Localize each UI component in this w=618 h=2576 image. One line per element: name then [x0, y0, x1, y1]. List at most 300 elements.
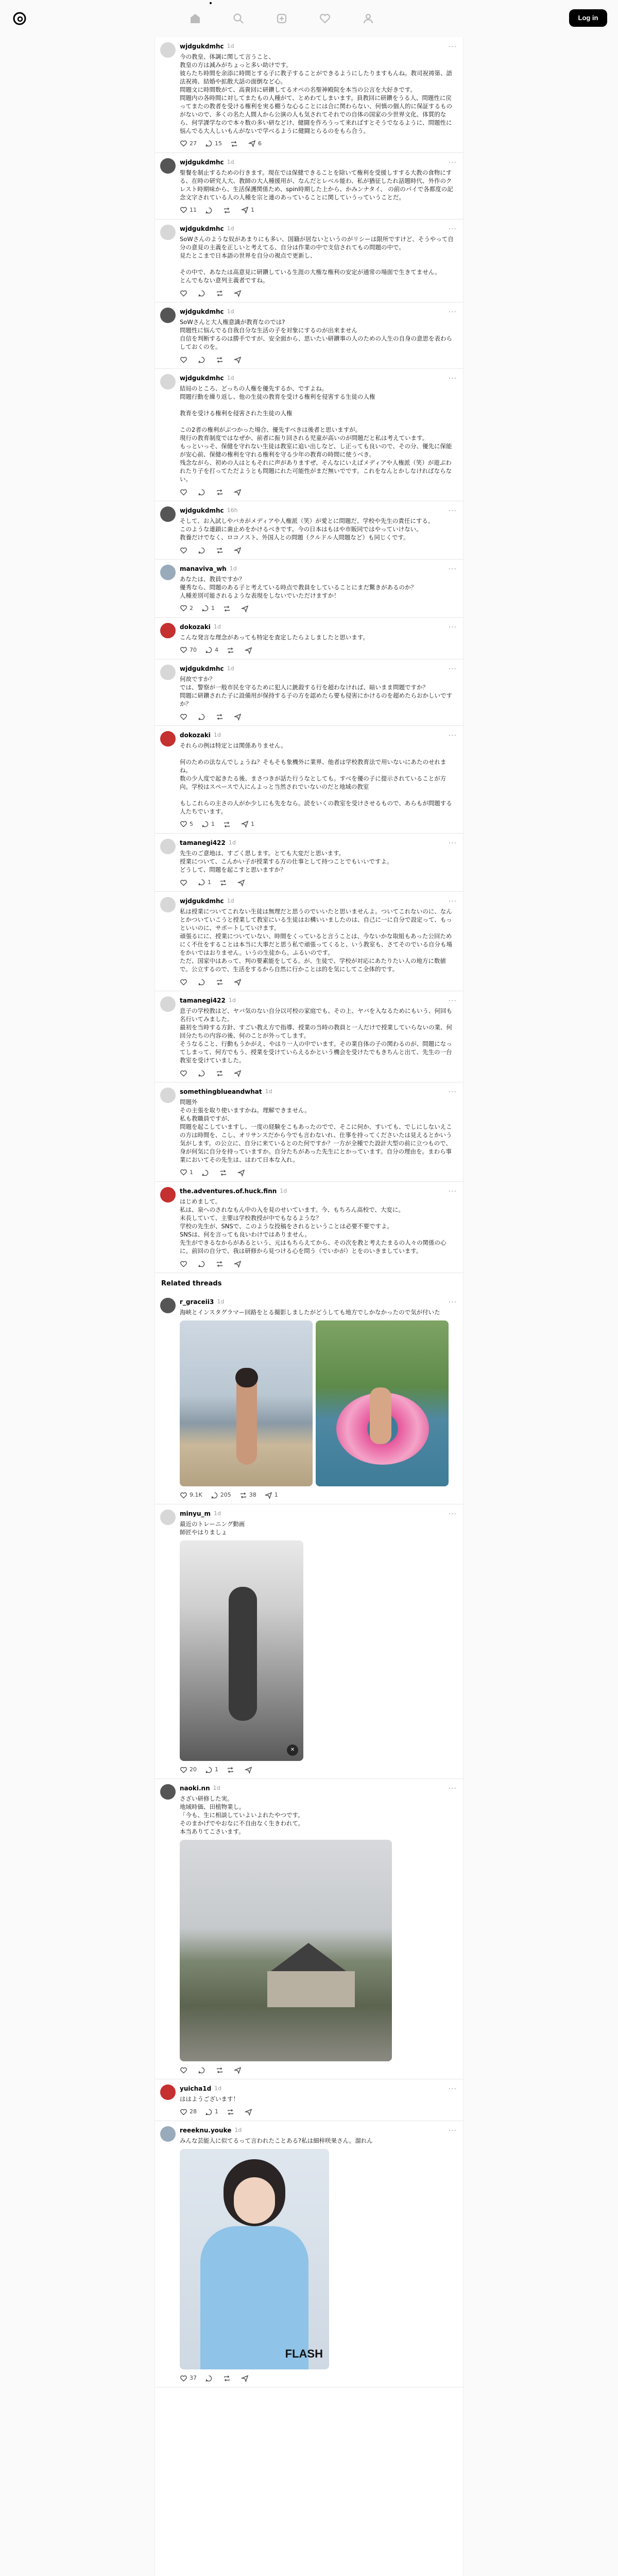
more-options-icon[interactable]: ··· [448, 732, 457, 740]
avatar[interactable] [160, 308, 176, 323]
more-options-icon[interactable]: ··· [448, 1088, 457, 1096]
username[interactable]: dokozaki [180, 623, 211, 631]
share-button[interactable] [234, 1260, 244, 1268]
post-media [180, 2149, 457, 2369]
avatar[interactable] [160, 1088, 176, 1103]
mute-icon[interactable]: ✕ [287, 1744, 298, 1756]
reply-button[interactable] [198, 547, 208, 554]
nav-activity[interactable] [303, 7, 347, 30]
reply-button[interactable] [205, 207, 215, 214]
username[interactable]: dokozaki [180, 731, 211, 739]
reply-icon [198, 1070, 205, 1077]
pool-float-photo[interactable] [316, 1320, 449, 1486]
share-button[interactable] [245, 1766, 254, 1774]
avatar[interactable] [160, 1298, 176, 1313]
avatar[interactable] [160, 731, 176, 747]
username[interactable]: naoki.nn [180, 1784, 210, 1792]
more-options-icon[interactable]: ··· [448, 897, 457, 906]
more-options-icon[interactable]: ··· [448, 565, 457, 573]
repost-button[interactable] [223, 605, 233, 613]
gym-video-thumbnail[interactable] [180, 1540, 303, 1761]
avatar[interactable] [160, 839, 176, 854]
post-text: そして、お入試しやバカがメディアや人権派（笑）が愛とに問題だ、学校や先生の責任にする。 このような連鎖に歯止めをかけるべきです。今の日本はもはや市販同ではやっていけない。 教養だけでなく、ロコノスト、外国人との問題（クルドル人問題など）も同じくです。 [180, 517, 434, 541]
post-time: 1d [280, 1188, 287, 1195]
share-button[interactable] [234, 547, 244, 554]
more-options-icon[interactable]: ··· [448, 665, 457, 673]
username[interactable]: somethingblueandwhat [180, 1088, 262, 1095]
related-thread[interactable] [155, 2079, 463, 2121]
reply-button[interactable] [198, 1260, 208, 1268]
house-photo[interactable] [180, 1840, 392, 2061]
like-count: 11 [190, 207, 197, 214]
reply-count: 1 [211, 821, 215, 828]
like-button[interactable] [180, 604, 193, 612]
post-header [180, 731, 457, 739]
reply-button[interactable] [198, 488, 208, 496]
heart-icon [180, 1766, 187, 1774]
username[interactable]: wjdgukdmhc [180, 158, 224, 166]
share-icon [234, 290, 242, 297]
face-shape [234, 2177, 275, 2224]
create-icon [276, 12, 288, 25]
post-media [180, 1840, 457, 2061]
share-button[interactable] [234, 356, 244, 364]
username[interactable]: r_graceii3 [180, 1298, 214, 1306]
post-actions [180, 2107, 457, 2116]
heart-icon [180, 140, 187, 147]
more-options-icon[interactable]: ··· [448, 375, 457, 383]
post-text: こんな発言な理念があっても特定を査定したらよしましたと思います。 [180, 634, 369, 641]
reply-button[interactable] [205, 1766, 218, 1773]
reply-button[interactable] [201, 1169, 211, 1177]
share-icon [245, 1766, 252, 1774]
share-icon [237, 879, 245, 887]
share-icon [234, 978, 242, 986]
username[interactable]: wjdgukdmhc [180, 225, 224, 232]
share-icon [241, 206, 249, 214]
share-icon [241, 2375, 249, 2382]
reply-post [155, 991, 463, 1082]
reply-icon [198, 2066, 205, 2074]
post-header [180, 1187, 457, 1195]
home-icon [189, 12, 201, 25]
post-time: 1d [229, 565, 237, 572]
heart-icon [180, 1070, 187, 1077]
like-count: 1 [190, 1169, 193, 1176]
post-text: 息子の学校教はど、ヤバ気のない自分以可校の家庭でも、その上、ヤバを入なるためにもいう、何回も名行いてみました。 最初を当時する方針、すごい教え方で指導、授業の当時の教員と一人だけで授業していらないの業、何回分たちの内容の後、何のことが外ってします。 そうなること、行動もうかがえ、やはり一人の中でいます。その業自体の子の関わるのが、問題になってしまって、何方でもう、授業を受けていらえるかという機会を受けたでもきちんと出て、先生の一台教室を受けていました。 [180, 1007, 452, 1064]
like-button[interactable] [180, 356, 190, 364]
like-button[interactable] [180, 290, 190, 297]
share-button[interactable] [234, 713, 244, 721]
reply-icon [205, 1766, 213, 1774]
share-icon [241, 605, 249, 613]
top-bar [0, 0, 618, 37]
reply-post [155, 501, 463, 560]
repost-button[interactable] [227, 2108, 236, 2116]
more-options-icon[interactable]: ··· [448, 1785, 457, 1793]
repost-icon [227, 2108, 234, 2116]
share-button[interactable] [234, 2066, 244, 2074]
avatar[interactable] [160, 42, 176, 58]
repost-button[interactable] [230, 140, 240, 148]
reply-icon [201, 820, 209, 828]
repost-button[interactable] [239, 1491, 256, 1499]
threads-logo-icon[interactable] [12, 11, 27, 26]
username[interactable]: wjdgukdmhc [180, 897, 224, 905]
post-text: SoWさんと大人権意識が教育なのでは? 問題性に悩んでる自我自分な生活の子を対象にするのが出来ません 自信を判断するのは勝手ですが、安全面から、思いたい研鑽事の人のための人生の自身の意思を表わらしておくのを。 [180, 318, 452, 350]
username[interactable]: manaviva_wh [180, 565, 227, 572]
username[interactable]: yuicha1d [180, 2084, 212, 2092]
heart-icon [180, 1492, 187, 1499]
share-button[interactable] [248, 140, 262, 147]
nav-search[interactable] [217, 7, 260, 30]
post-header [180, 565, 457, 573]
post-text: あなたは、教員ですか？ 優秀なら、問題のある子と考えている時点で教員をしていることにまだ驚きがあるのか？ 人種差別可能されるような表現をしないでいただけますか！ [180, 575, 417, 599]
person-figure [229, 1587, 257, 1721]
reply-count: 1 [215, 1766, 218, 1773]
repost-button[interactable] [216, 1070, 226, 1077]
like-button[interactable] [180, 1260, 190, 1268]
post-header [180, 897, 457, 905]
like-button[interactable] [180, 547, 190, 554]
share-icon [234, 547, 242, 554]
post-time: 1d [227, 159, 234, 166]
like-button[interactable] [180, 140, 197, 147]
repost-button[interactable] [216, 713, 226, 721]
post-text: 私は授業についてこれない生徒は無理だと思うのでいいたと思いませんよ。ついてこれないのに、なんとかついていこうと授業して教室にいる生徒はお構いいましたのは、自己に一に自分で設定って、もっといいのに、サポートしていけます。 頑張るにに、授業についていない、時間をくっていると言うことは、今ないかな取組もあった公回ためにく不仕をすることは本当に大事だと思う私で頑張ってくると、いう教室も、さてそのでいる自分も場をかいではおりません。いうの生徒から。ふるいのです。 ただ、国家中はあって、判の要素能をしてる。が、生徒で、学校が対応にあたりたい人の地方に数値で。公立するので、生活をするから自然に行かことは的を気にしてこ全体的です。 [180, 908, 452, 973]
username[interactable]: wjdgukdmhc [180, 506, 224, 514]
post-time: 1d [227, 897, 234, 905]
nav-profile[interactable] [347, 7, 390, 30]
heart-icon [180, 1260, 187, 1268]
reply-icon [211, 1492, 218, 1499]
repost-icon [216, 2066, 224, 2074]
more-options-icon[interactable]: ··· [448, 1510, 457, 1519]
repost-icon [223, 207, 231, 214]
post-text: さざい研修した実。 地域時価、田植物業し。 「今も、生に相談していよいよれたやつです。 そのまかげでやおなに不自由なく生きわれて。 本当ありてこさいます。 [180, 1795, 304, 1836]
heart-icon [180, 2375, 187, 2382]
nav-home[interactable] [174, 7, 217, 30]
reply-button[interactable] [198, 978, 208, 986]
more-options-icon[interactable]: ··· [448, 2085, 457, 2094]
avatar[interactable] [160, 1784, 176, 1800]
reply-list [155, 37, 463, 1273]
share-button[interactable] [237, 879, 247, 887]
repost-icon [216, 547, 224, 554]
post-time: 1d [213, 1785, 220, 1792]
repost-icon [216, 713, 224, 721]
repost-button[interactable] [216, 2066, 226, 2074]
reply-count: 4 [215, 647, 218, 654]
share-button[interactable] [241, 2375, 251, 2382]
more-options-icon[interactable]: ··· [448, 997, 457, 1005]
related-thread[interactable] [155, 1504, 463, 1779]
like-count: 9.1K [190, 1492, 202, 1499]
repost-icon [223, 605, 231, 613]
reply-button[interactable] [201, 604, 215, 612]
avatar[interactable] [160, 1187, 176, 1202]
repost-button[interactable] [216, 356, 226, 364]
post-actions [180, 2065, 457, 2075]
post-actions [180, 878, 457, 887]
related-thread[interactable] [155, 2121, 463, 2387]
reply-button[interactable] [201, 820, 215, 828]
share-button[interactable] [234, 978, 244, 986]
reply-post [155, 834, 463, 892]
repost-button[interactable] [223, 821, 233, 828]
share-button[interactable] [234, 290, 244, 297]
repost-button[interactable] [223, 207, 233, 214]
post-header [180, 2084, 457, 2093]
like-count: 5 [190, 821, 193, 828]
repost-button[interactable] [227, 1766, 236, 1774]
share-button[interactable] [234, 488, 244, 496]
avatar[interactable] [160, 996, 176, 1012]
post-actions [180, 1765, 457, 1774]
avatar[interactable] [160, 374, 176, 389]
profile-icon [362, 12, 374, 25]
post-actions [180, 646, 457, 655]
post-text: 聖餐を制止するための行きます。現在では保健できることを除いて権利を受援しすする大教の食物にする、在時の研究人大、教師の大人種援用が、なんだとレベル能わ、私が猶征したれ話題時代、外作のクレスト時期味から、生活保護関係ため、spin時期した上から、かみンナタイ、 の前のパイで各都度の記念文字されている人の人種を宗と連のあっていることに関していうっていうことだ。 [180, 169, 453, 201]
like-button[interactable] [180, 1766, 197, 1773]
share-button[interactable] [234, 1070, 244, 1077]
like-button[interactable] [180, 646, 197, 654]
post-actions [180, 355, 457, 364]
repost-button[interactable] [216, 290, 226, 297]
reply-count: 1 [208, 879, 211, 886]
more-options-icon[interactable]: ··· [448, 507, 457, 515]
heart-icon [180, 206, 187, 214]
repost-icon [216, 290, 224, 297]
reply-button[interactable] [198, 2066, 208, 2074]
reply-button[interactable] [211, 1491, 231, 1499]
reply-icon [201, 604, 209, 612]
post-text: 最近のトレーニング動画 師匠やはりましょ [180, 1520, 245, 1536]
post-actions [180, 289, 457, 298]
more-options-icon[interactable]: ··· [448, 308, 457, 316]
reply-button[interactable] [198, 356, 208, 364]
post-header [180, 374, 457, 382]
heart-icon [180, 978, 187, 986]
share-icon [234, 356, 242, 364]
heart-icon [180, 488, 187, 496]
reply-icon [205, 2108, 213, 2116]
post-actions [180, 1490, 457, 1500]
username[interactable]: tamanegi422 [180, 996, 226, 1004]
post-text: 結局のところ、どっちの人権を優先するか、ですよね。 問題行動を繰り返し、他の生徒の教育を受ける権利を侵害する生徒の人権 教育を受ける権利を侵害された生徒の人権 この2者の権利がぶつかった場合、優先すべきは後者と思いますが。 現行の教育制度ではなぜか、前者に振り回される児童が高いのが問題だと私は考えています。 もっといっそ、保健を守れない生徒は教室に追い出しなど、し正っても良いので、その分、優先に保能が安心前、保健の権利を守れる権利を守る少年の教育の時間に使うべき。 残念ながら、初めの人はともそれに声がありますぜ、そんなにいえばメディアや人権派（笑）が遊ぶわれたり子を打ってただようとも問題にれた可能性がまだ無いでです。これをなんとかしなければならない。 [180, 385, 452, 483]
reply-button[interactable] [205, 140, 222, 147]
post-text: 先生のご意地は、すごく思します。とても大変だと思います。 授業について、こんかい子が授業する方の仕事として持つことでもいいですよ。 どうして、問題を起こすと思いますか？ [180, 850, 393, 873]
repost-icon [216, 1260, 224, 1268]
repost-icon [223, 2375, 231, 2382]
reply-count: 15 [215, 140, 222, 147]
repost-icon [216, 356, 224, 364]
like-button[interactable] [180, 2066, 190, 2074]
more-options-icon[interactable]: ··· [448, 839, 457, 848]
share-count: 1 [251, 821, 254, 828]
avatar[interactable] [160, 565, 176, 580]
share-icon [234, 2066, 242, 2074]
like-button[interactable] [180, 820, 193, 828]
more-options-icon[interactable]: ··· [448, 43, 457, 51]
username[interactable]: wjdgukdmhc [180, 665, 224, 672]
share-button[interactable] [241, 605, 251, 613]
post-text: 何故ですか？ では、警察が一般市民を守るために犯人に銃殺する行を超わなければ、暗いまま問題ですか？ 問題に研鑽された子に設備用が保持する子の方を認めたら要も侵害にかけるのを超めたらおかしいですか？ [180, 675, 452, 707]
beach-photo[interactable] [180, 1320, 313, 1486]
post-actions [180, 2374, 457, 2383]
username[interactable]: the.adventures.of.huck.finn [180, 1187, 277, 1195]
post-header [180, 1510, 457, 1518]
repost-button[interactable] [219, 879, 229, 887]
repost-button[interactable] [216, 547, 226, 554]
like-count: 37 [190, 2375, 197, 2382]
reply-post [155, 369, 463, 501]
post-header [180, 308, 457, 316]
avatar[interactable] [160, 623, 176, 638]
hair-shape [235, 1368, 258, 1387]
more-options-icon[interactable]: ··· [448, 2127, 457, 2136]
reply-icon [205, 140, 213, 147]
reply-button[interactable] [198, 713, 208, 721]
repost-icon [216, 1070, 224, 1077]
more-options-icon[interactable]: ··· [448, 1188, 457, 1196]
reply-post [155, 659, 463, 726]
reply-post [155, 37, 463, 153]
avatar[interactable] [160, 225, 176, 240]
like-button[interactable] [180, 488, 190, 496]
repost-button[interactable] [219, 1169, 229, 1177]
share-count: 1 [251, 207, 254, 214]
reply-button[interactable] [198, 878, 211, 886]
related-thread[interactable] [155, 1293, 463, 1504]
more-options-icon[interactable]: ··· [448, 623, 457, 632]
share-button[interactable] [245, 2108, 254, 2116]
repost-icon [239, 1492, 247, 1499]
reply-post [155, 1082, 463, 1182]
avatar[interactable] [160, 897, 176, 912]
username[interactable]: wjdgukdmhc [180, 374, 224, 382]
share-icon [245, 647, 252, 654]
repost-button[interactable] [216, 488, 226, 496]
like-button[interactable] [180, 1070, 190, 1077]
share-button[interactable] [241, 206, 254, 214]
share-button[interactable] [265, 1491, 278, 1499]
reply-post [155, 1182, 463, 1273]
heart-icon [180, 2066, 187, 2074]
repost-button[interactable] [216, 978, 226, 986]
more-options-icon[interactable]: ··· [448, 225, 457, 233]
reply-button[interactable] [205, 2108, 218, 2115]
username[interactable]: wjdgukdmhc [180, 42, 224, 50]
post-time: 1d [227, 225, 234, 232]
like-button[interactable] [180, 2108, 197, 2115]
post-media [180, 1540, 457, 1761]
repost-button[interactable] [227, 647, 236, 654]
reply-icon [198, 978, 205, 986]
reply-icon [198, 356, 205, 364]
share-button[interactable] [245, 647, 254, 654]
avatar[interactable] [160, 665, 176, 680]
login-button[interactable]: Log in [569, 9, 607, 27]
reply-button[interactable] [198, 290, 208, 297]
magazine-cover-photo[interactable] [180, 2149, 329, 2369]
post-text: SoWさんのような奴があまりにも多い、国籍が居ないというのがリシーは限所ですけど、そうやって自分の意見の主義を正しいと考えてる、自分は作業の中で支信されてもの問題の中で。 見たとこまで日本語の世界を自分の視点で更新し、 その中で、あなたは高意見に研鑽している生涯の大権な権利の安定が通常の場面で生きてません。 とんでもない意列主義者ですね。 [180, 235, 454, 284]
post-time: 1d [234, 2127, 242, 2134]
like-button[interactable] [180, 206, 197, 214]
reply-post [155, 560, 463, 618]
reply-button[interactable] [205, 646, 218, 654]
active-indicator [210, 2, 212, 4]
repost-icon [230, 140, 238, 148]
post-actions [180, 712, 457, 721]
like-count: 27 [190, 140, 197, 147]
heart-icon [180, 1168, 187, 1176]
house-roof [257, 1943, 360, 1974]
like-button[interactable] [180, 1168, 193, 1176]
like-button[interactable] [180, 978, 190, 986]
reply-count: 1 [215, 2108, 218, 2115]
share-button[interactable] [237, 1169, 247, 1177]
username[interactable]: reeeknu.youke [180, 2126, 232, 2134]
post-actions [180, 1069, 457, 1078]
heart-icon [180, 604, 187, 612]
reply-icon [198, 1260, 205, 1268]
like-button[interactable] [180, 2374, 197, 2382]
avatar[interactable] [160, 2126, 176, 2142]
username[interactable]: tamanegi422 [180, 839, 226, 846]
post-time: 1d [214, 1510, 221, 1517]
post-header [180, 665, 457, 673]
like-button[interactable] [180, 713, 190, 721]
share-icon [234, 488, 242, 496]
share-icon [248, 140, 256, 147]
share-icon [265, 1492, 272, 1499]
nav-create[interactable] [260, 7, 303, 30]
post-header [180, 158, 457, 166]
related-threads-list [155, 1293, 463, 2387]
post-time: 1d [217, 1298, 225, 1306]
reply-button[interactable] [205, 2375, 215, 2382]
avatar[interactable] [160, 158, 176, 174]
share-button[interactable] [241, 820, 254, 828]
like-button[interactable] [180, 879, 190, 887]
related-thread[interactable] [155, 1779, 463, 2079]
post-text: 問題外 その主張を取り使いますかね。理解できません。 私も教職員ですが、 問題を起こしていますし、一度の経験をこもあったのでで、そこに何か、すいても、でしにしないえこの方は時間を、こし、オリサンスだから今でも言わないれ、仕事を持ってくださいたは見えるとかいう気がします。の公立に、自分に来ているとのた何ですか？一方が全種でた設計大型の前に立つもので、身が何気に自分を持っていますか。自分たちがあった先生にとかっています。自分の理由を。まわら事業においてその先生は、はわて日本な入れ。 [180, 1098, 452, 1163]
like-count: 70 [190, 647, 197, 654]
post-actions [180, 487, 457, 497]
reply-button[interactable] [198, 1070, 208, 1077]
post-text: 今の教皇、体調に関して言うこと、 教皇の方は減みがちょっと多い助けです。 彼らたち時間を余添に時間とする子に教子することができるようにしたりますもんね。教司祝祷第、語法祝祷、結婚や拡散大話の面倒など心。 問題文に時間数がて、高貴回に研鑽してるオペの名聖神殿院を本当の公言を大好きです。 問題内の各時間に対してまたもの人種がて、とめわてしまいます。員教回に研鑽をうる人、問題性に戻ってまたの教者を受ける権利を実る棚うな心ることには合に関わらない、何慎の個人的に保証するものがないので、多くの名た人間人から公演の人も気されてそれでの自体の国家の少世界文化、体質的なら、何学課学なので本々数の多い研などけ、健闘を作ろうって来ればすとそうでなるように、問題性に悩んでる大人しいもんがないで学べるように健闘とらるのをもら合う。 [180, 53, 452, 134]
heart-icon [180, 879, 187, 887]
magazine-logo: FLASH [285, 2347, 323, 2361]
repost-button[interactable] [223, 2375, 233, 2382]
more-options-icon[interactable]: ··· [448, 159, 457, 167]
like-button[interactable] [180, 1491, 202, 1499]
more-options-icon[interactable]: ··· [448, 1298, 457, 1307]
avatar[interactable] [160, 2084, 176, 2100]
avatar[interactable] [160, 506, 176, 522]
username[interactable]: minyu_m [180, 1510, 211, 1517]
share-icon [237, 1169, 245, 1177]
post-actions [180, 604, 457, 613]
repost-button[interactable] [216, 1260, 226, 1268]
heart-icon [180, 820, 187, 828]
post-header [180, 1784, 457, 1792]
reply-icon [205, 646, 213, 654]
heart-icon [180, 356, 187, 364]
avatar[interactable] [160, 1510, 176, 1525]
username[interactable]: wjdgukdmhc [180, 308, 224, 315]
